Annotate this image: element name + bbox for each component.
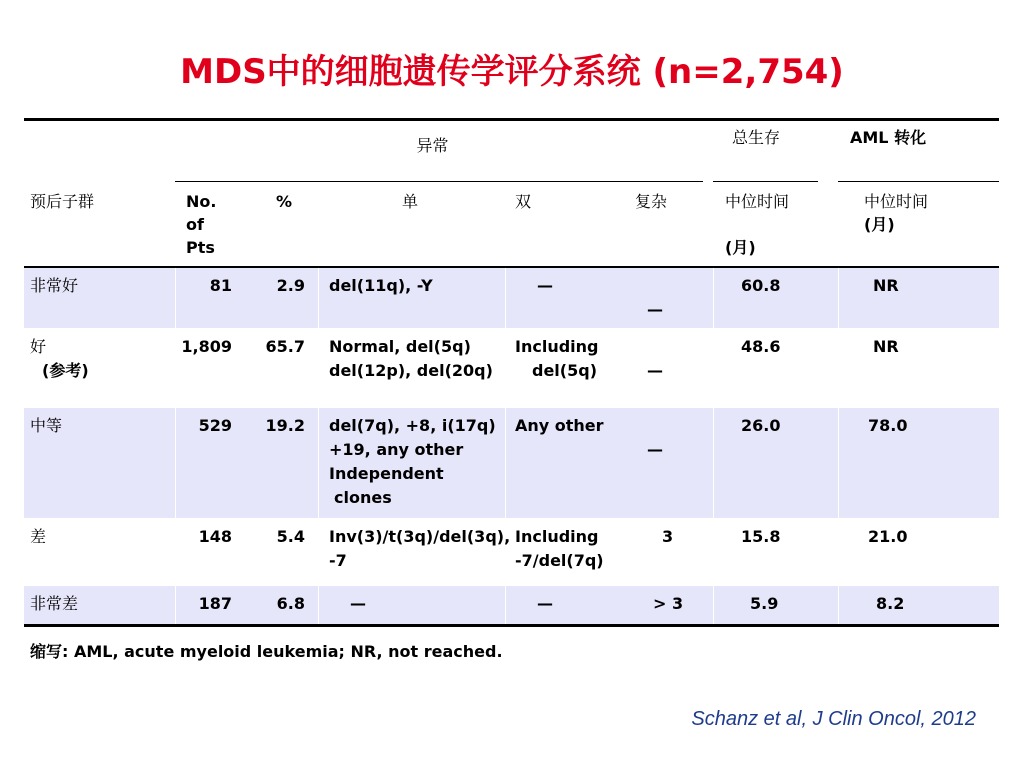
header-aml-months: (月) <box>864 215 895 234</box>
subgroup-label: 中等 <box>30 416 63 435</box>
header-aml-transformation: AML 转化 <box>850 128 927 147</box>
table-bottom-rule <box>24 624 999 627</box>
subgroup-label: 非常差 <box>30 594 79 613</box>
os-median-value: 60.8 <box>741 276 781 295</box>
header-n-line1: No. <box>186 192 217 211</box>
patients-count: 81 <box>209 276 232 295</box>
single-abnormality: clones <box>334 488 392 507</box>
aml-median-value: NR <box>873 337 899 356</box>
aml-median-value: NR <box>873 276 899 295</box>
double-abnormality: Including <box>515 527 599 546</box>
header-n-line3: Pts <box>186 238 215 257</box>
table-top-rule <box>24 118 999 121</box>
header-percent: % <box>276 192 293 211</box>
header-n-line2: of <box>186 215 204 234</box>
double-abnormality: Any other <box>515 416 604 435</box>
aml-median-value: 8.2 <box>876 594 905 613</box>
single-abnormality: Independent <box>329 464 444 483</box>
abnormal-group-rule <box>175 181 703 182</box>
aml-group-rule <box>838 181 999 182</box>
single-abnormality: Inv(3)/t(3q)/del(3q), <box>329 527 511 546</box>
single-abnormality: del(12p), del(20q) <box>329 361 493 380</box>
os-median-value: 26.0 <box>741 416 781 435</box>
patients-count: 187 <box>198 594 232 613</box>
slide-title: MDS中的细胞遗传学评分系统 (n=2,754) <box>180 52 844 92</box>
complex-abnormality: — <box>647 300 663 319</box>
complex-abnormality: — <box>647 440 663 459</box>
header-complex: 复杂 <box>635 192 668 211</box>
header-double: 双 <box>515 192 532 211</box>
single-abnormality: — <box>350 594 366 613</box>
percent-value: 65.7 <box>265 337 305 356</box>
patients-count: 1,809 <box>181 337 232 356</box>
os-median-value: 5.9 <box>750 594 779 613</box>
header-overall-survival: 总生存 <box>731 128 780 147</box>
single-abnormality: del(7q), +8, i(17q) <box>329 416 496 435</box>
complex-abnormality: — <box>647 361 663 380</box>
subgroup-label: 非常好 <box>30 276 79 295</box>
complex-abnormality: 3 <box>662 527 674 546</box>
double-abnormality: del(5q) <box>532 361 597 380</box>
header-prognostic-subgroup: 预后子群 <box>30 192 95 211</box>
subgroup-label-note: (参考) <box>42 361 89 380</box>
source-citation: Schanz et al, J Clin Oncol, 2012 <box>691 708 976 730</box>
double-abnormality: Including <box>515 337 599 356</box>
percent-value: 5.4 <box>276 527 305 546</box>
header-bottom-rule <box>24 266 999 268</box>
double-abnormality: -7/del(7q) <box>515 551 604 570</box>
percent-value: 2.9 <box>276 276 305 295</box>
header-os-median: 中位时间 <box>725 192 790 211</box>
survival-group-rule <box>713 181 818 182</box>
aml-median-value: 78.0 <box>868 416 908 435</box>
double-abnormality: — <box>537 594 553 613</box>
header-single: 单 <box>402 192 419 211</box>
single-abnormality: Normal, del(5q) <box>329 337 471 356</box>
header-abnormal: 异常 <box>416 136 449 155</box>
single-abnormality: del(11q), -Y <box>329 276 433 295</box>
os-median-value: 48.6 <box>741 337 781 356</box>
single-abnormality: -7 <box>329 551 347 570</box>
header-os-months: (月) <box>725 238 756 257</box>
subgroup-label: 好 <box>30 337 47 356</box>
double-abnormality: — <box>537 276 553 295</box>
single-abnormality: +19, any other <box>329 440 464 459</box>
patients-count: 529 <box>198 416 232 435</box>
subgroup-label: 差 <box>30 527 47 546</box>
complex-abnormality: > 3 <box>653 594 684 613</box>
aml-median-value: 21.0 <box>868 527 908 546</box>
patients-count: 148 <box>198 527 232 546</box>
abbreviation-footnote: 缩写: AML, acute myeloid leukemia; NR, not reached. <box>30 642 503 661</box>
percent-value: 19.2 <box>265 416 305 435</box>
header-aml-median: 中位时间 <box>864 192 929 211</box>
percent-value: 6.8 <box>276 594 305 613</box>
os-median-value: 15.8 <box>741 527 781 546</box>
